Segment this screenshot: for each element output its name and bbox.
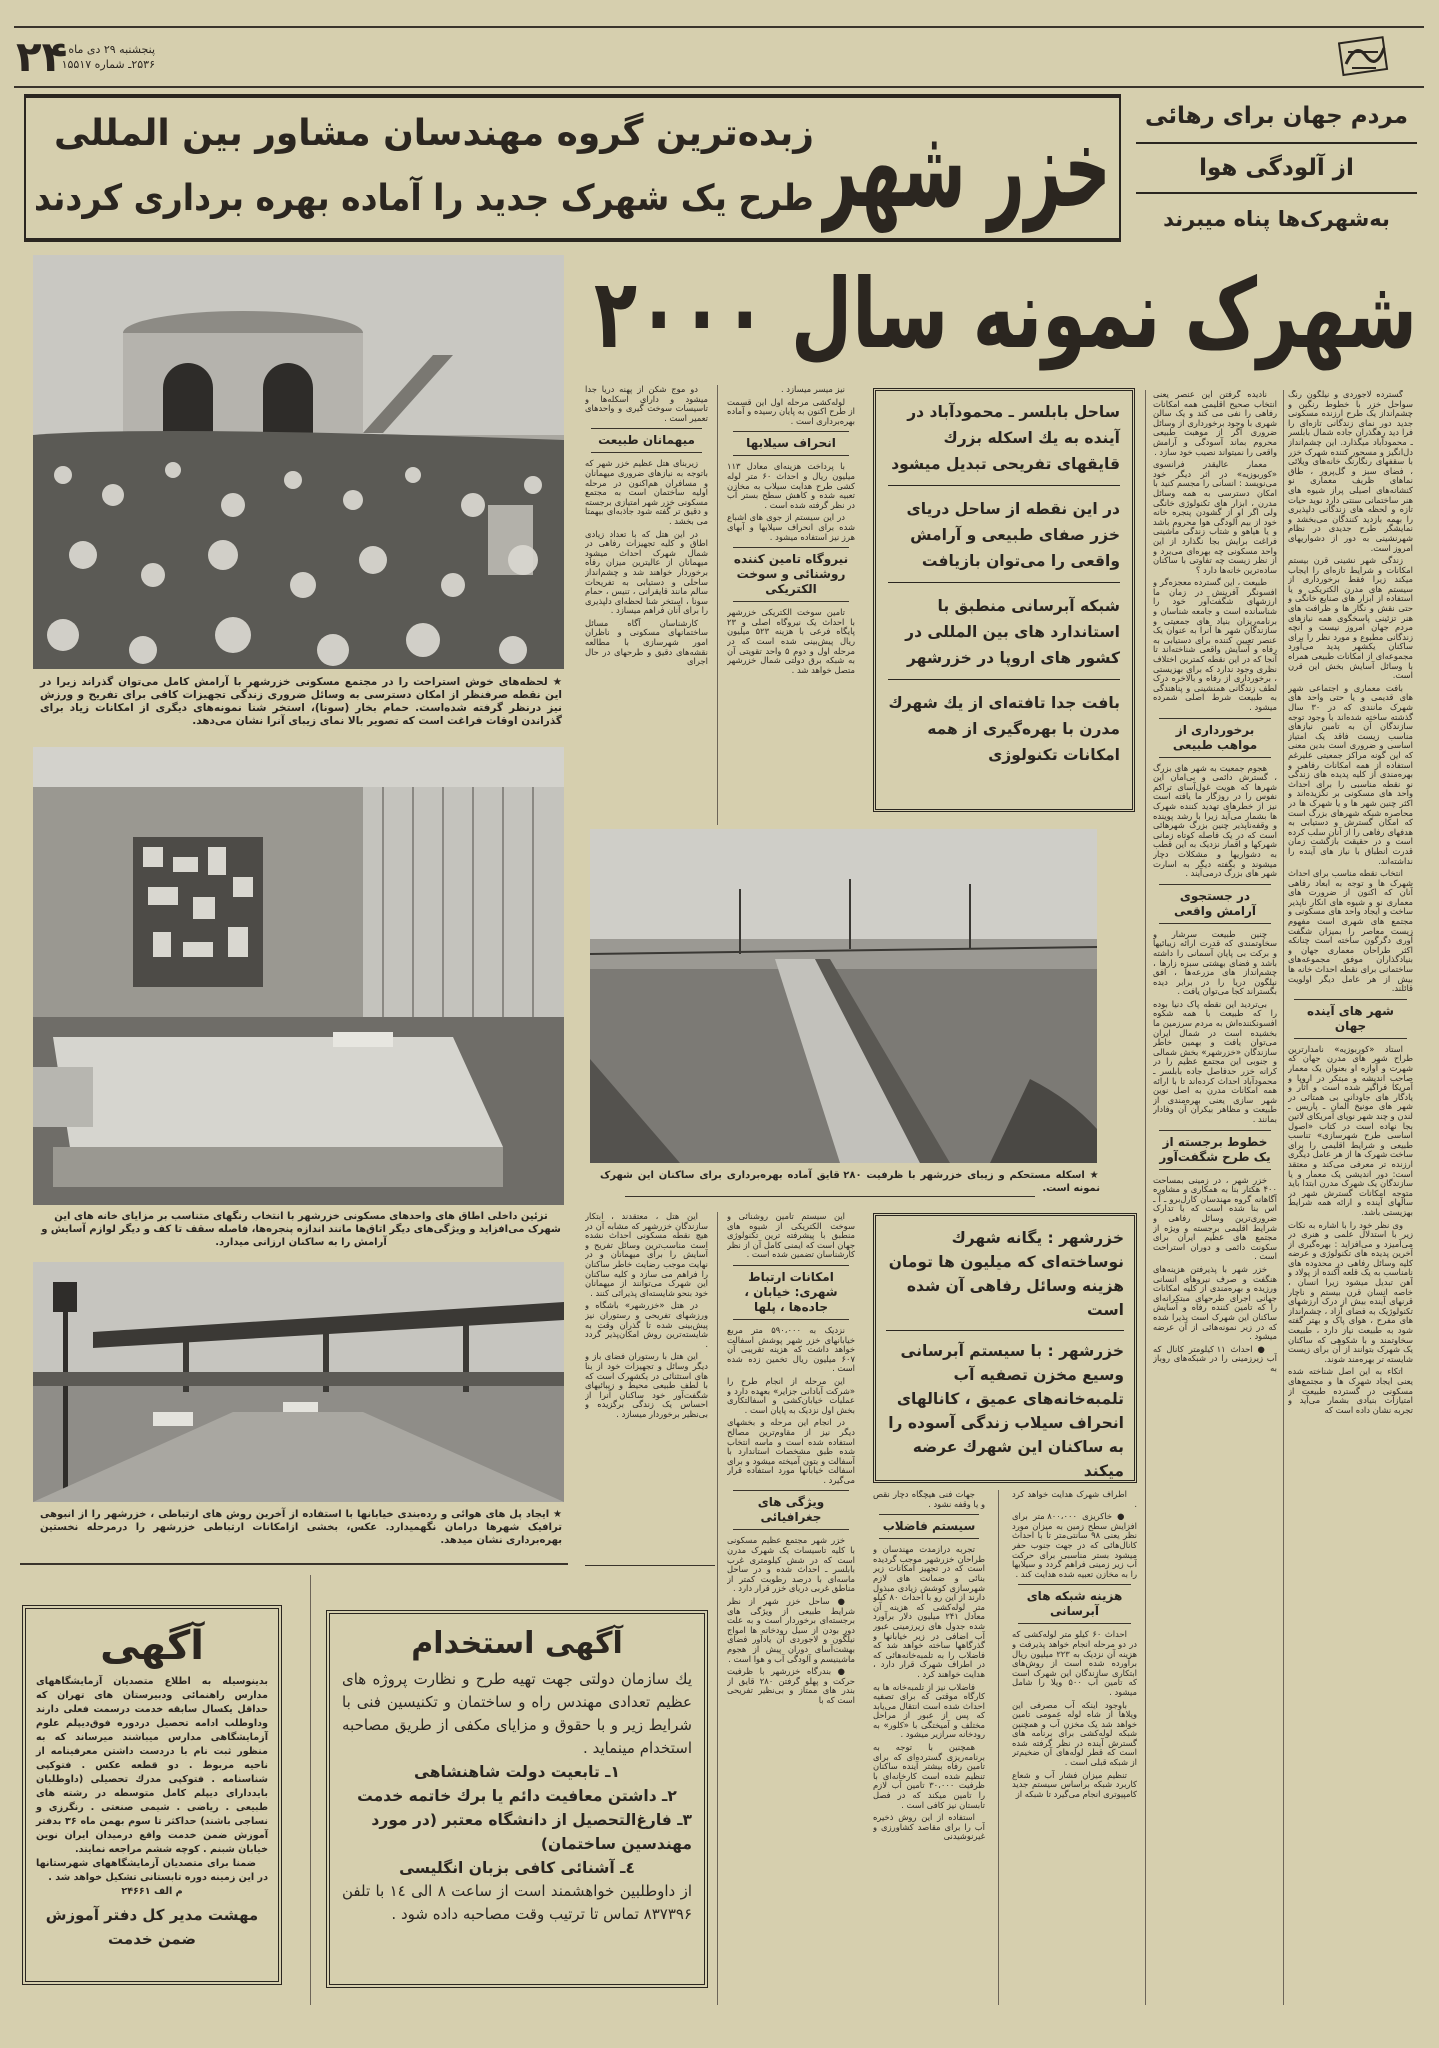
ad-employment-title: آگهی استخدام: [411, 1626, 623, 1661]
article-paragraph: چنین طبیعت سرشار و سخاوتمندی که قدرت ارائه زیبائیها و برکت بی پایان آسمانی را داشته باشد و فضای بهشتی سبزه زارها ، چشم‌انداز های مزرعه‌ها ، افق نیلگون دریا را در برابر دیده بگستراند کجا می‌توان یافت .: [1153, 928, 1277, 997]
article-paragraph: فاضلاب نیز از تلمبه‌خانه ها به کارگاه موقتی که برای تصفیه احداث شده است انتقال می‌یابد که پس از عبور از مراحل مختلف و آمیختگی با «کلور» به رودخانه سرازیر میشود .: [873, 1681, 985, 1740]
section-divider: [585, 1565, 715, 1566]
ad-notice-title: آگهی: [100, 1623, 204, 1669]
highlight-item: بافت جدا تافته‌ای از یك شهرك مدرن با بهره‌گیری از همه امکانات تکنولوژی: [888, 694, 1120, 764]
ad-notice-body2: ضمنا برای متصدیان آزمایشگاههای شهرستانها در این زمینه دوره تابستانی تشکیل خواهد شد .: [36, 1858, 268, 1883]
article-column: [873, 1490, 985, 2005]
column-divider: [717, 1212, 718, 2005]
article-paragraph: در انجام این مرحله و بخشهای دیگر نیز از مقاوم‌ترین مصالح استفاده شده است و ماسه انتخاب شده طبق مشخصات استاندارد با آسفالت و بتون آمیخته میشود و برای اسفالت خیابانها مورد استفاده قرار می‌گیرد .: [727, 1417, 855, 1485]
photo-bedroom: [33, 747, 564, 1205]
title-wrap: [594, 252, 1417, 380]
page-number: ۲۴: [16, 32, 68, 81]
ad-employment-closing: از داوطلبین خواهشمند است از ساعت ۸ الی ۱٤ با تلفن ۸۳۷۳۹۶ تماس تا ترتیب وقت مصاحبه داده شود .: [342, 1882, 692, 1923]
article-paragraph: احداث ۶۰ کیلو متر لوله‌کشی که در دو مرحله انجام خواهد پذیرفت و هزینه آن نزدیک به ۲۲۳ میلیون ریال برآورده شده است از روش‌های ابتکاری سازندگان این شهرک است که تامین آب ۵۰۰ ویلا را شامل میشود .: [1012, 1629, 1137, 1697]
article-paragraph: خزر شهر با پذیرفتن هزینه‌های هنگفت و صرف نیروهای انسانی ورزیده و بهره‌مندی از کلیه امکانات جهانی اجرای طرحهای مبتکرانه‌ای را که تامین کننده رفاه و آسایش ساکنان این شهرک است پذیرا شده که در زیر نمونه‌هائی از آن عرضه میشود .: [1153, 1263, 1277, 1342]
article-paragraph: خزر شهر مجتمع عظیم مسکونی با کلیه تاسیسات یک شهرک مدرن است که در شش کیلومتری غرب بابلسر ـ احداث شده و در ساحل ماسه‌ای با درصد رطوبت کمتر از مناطق غربی دریای خزر قرار دارد .: [727, 1535, 855, 1594]
article-paragraph: کارشناسان آگاه مسائل ساختمانهای مسکونی و ناظران امور شهرسازی با مطالعه نقشه‌های دقیق و طرحهای در حال اجرای: [585, 617, 708, 667]
article-paragraph: در هتل «خزرشهر» باشگاه و ورزشهای تفریحی و رستوران نیز پیش‌بینی شده تا گذران وقت به شایسته‌ترین روش امکان‌پذیر گردد .: [585, 1300, 708, 1349]
ad-notice: [22, 1605, 282, 1985]
article-subheading: هزینه شبکه های آبرسانی: [1018, 1584, 1131, 1624]
photo-pier: [590, 829, 1097, 1163]
article-paragraph: در این هتل که با تعداد زیادی اطاق و کلیه تجهیزات رفاهی در شمال شهرک احداث میشود میهمانان از عالیترین میزان رفاه برخوردار خواهند شد و چشم‌انداز ساحلی و دستیابی به تفریحات سالم مانند قایقرانی ، تنیس ، حمام سونا ، استخر شنا لحظه‌ای دلپذیری را برای آنان فراهم میسازد .: [585, 528, 708, 616]
article-paragraph: نادیده گرفتن این عنصر یعنی انتخاب صحیح اقلیمی همه امکانات رفاهی را نفی می کند و یک سالن شهری با وجود برخورداری از وسائل ضروری اگر از موهبت طبیعی محروم بماند آسودگی و آرامش واقعی را نمیتواند نصیب خود سازد .: [1153, 390, 1277, 457]
article-paragraph: ● احداث ۱۱ کیلومتر کانال که آب زیرزمینی را در شبکه‌های روباز به: [1153, 1343, 1277, 1373]
section-divider: [625, 1196, 1035, 1197]
article-column: [1012, 1490, 1137, 2005]
highlight-item: ساحل بابلسر ـ محمودآباد در آینده به یك اسکله بزرك قایقهای تفریحی تبدیل میشود: [888, 399, 1120, 486]
highlight-item: خزرشهر : یگانه شهرك نوساخته‌ای که میلیون ها تومان هزینه وسائل رفاهی آن شده است: [886, 1226, 1124, 1331]
ad-notice-signature: مهشت مدیر کل دفتر آموزش ضمن خدمت: [45, 1906, 259, 1948]
article-paragraph: ● ساحل خزر شهر از نظر شرایط طبیعی از ویژگی های برجسته‌ای برخوردار است و به علت دور بودن از سیل رودخانه ها امواج نیلگون و لاجوردی آن یادآور فضای بهشت‌آسای دوران پیش از هجوم ماشینیسم و آلودگی آب و هوا است .: [727, 1596, 855, 1664]
side-headline-line: مردم جهان برای رهائی: [1136, 94, 1417, 144]
article-paragraph: گسترده لاجوردی و نیلگون رنگ سواحل خزر با خطوط رنگین و چشم‌انداز یک طرح ارزنده مسکونی جدید دور نمای زندگانی تازه‌ای را فرا دید رهگذران جاده شمال بابلسر ـ محمودآباد میگذارد. این چشم‌انداز دل‌انگیز و مسحور کننده شهرک خزر با سقفهای رنگارنگ خانه‌های ویلائی ، فضای سبز و گل‌پرور ، طاق نماهای ظریف معماری نو کنشانه‌های اصیلی پراز شیوه های هنر ساختمانی سنتی دارد نوید حیات تازه و لحظه های زندگانی دلپذیری را بهمه بازدید کنندگان می‌بخشد و نمایشگر طرح جدیدی در نظام شهرنشینی به دور از دشواریهای امروز است.: [1288, 390, 1413, 553]
highlight-box-2: [873, 1213, 1137, 1483]
issue-line: ۲۵۳۶ـ شماره ۱۵۵۱۷: [61, 58, 155, 71]
highlight-item: در این نقطه از ساحل دریای خزر صفای طبیعی و آرامش واقعی را می‌توان بازیافت: [888, 496, 1120, 583]
headline-kicker: خزر شهر: [821, 104, 1111, 232]
article-paragraph: وی نظر خود را با اشاره به نکات زیر با استدلال علمی و هنری در می‌آمیزد و می‌افزاید : بهره‌گیری از آخرین پدیده های تکنولوژی و عرضه کلیه وسائل رفاهی در محدوده های نامناسب به یک قلعه آکنده از پولاد و آهن تبدیل میشود زیرا انسان ، خاصه انسان قرن بیستم و ناچار قرنهای آینده بیش از درک ارزشهای تکنولوژیک به فضای آزاد ، چشم‌انداز های مفرح ، هوای پاک و بهتر گفته شود به طبیعت نیاز دارد ، طبیعت سخاوتمند و با شکوهی که ساکنان یک شهرک بتوانند از آن برای زیست شایسته تر بهره‌مند شوند.: [1288, 1219, 1413, 1364]
article-subheading: میهمانان طبیعت: [591, 428, 702, 453]
column-divider: [998, 1490, 999, 2005]
article-subheading: ویژگی های جغرافیائی: [733, 1490, 849, 1530]
issue-info: [60, 42, 155, 72]
article-paragraph: انتخاب نقطه مناسب برای احداث شهرک ها و توجه به ابعاد رفاهی آنان که اکنون از ضرورت های معماری نو و شیوه های انکار ناپذیر ساخت و ایجاد واحد های مسکونی و مجتمع های شهری است مفهوم زیست معاصر را بمیزان شگفت آوری دگرگون ساخته است چنانکه اکثر طراحان معماری جهان و بنیادگذاران موفق مجموعه‌های ساختمانی برای نقطه احداث خانه ها بیش از هر عامل دیگر اولویت قائلند.: [1288, 868, 1413, 994]
article-paragraph: این هتل با رستوران فضای باز و دیگر وسائل و تجهیزات خود از بنا های استثنائی در یکشهرک است که با لطف طبیعی محیط و زیبائیهای شگفت‌آور خود ساکنان آنرا از احساس یک زندگی برگزیده و بی‌نظیر برخوردار میسازد .: [585, 1351, 708, 1419]
highlight-item: خزرشهر : با سیستم آبرسانی وسیع مخزن تصفیه آب تلمبه‌خانه‌های عمیق ، کانالهای انحراف سیلاب زندگی آسوده را به ساکنان این شهرك عرضه میکند: [888, 1342, 1124, 1480]
masthead-bottom-rule: [14, 86, 1424, 88]
article-paragraph: این مرحله از انجام طرح را «شرکت آبادانی جزایر» بعهده دارد و عملیات خیابان‌کشی و اسفالتکاری بخش اول نزدیک به پایان است .: [727, 1375, 855, 1415]
masthead-top-rule: [14, 26, 1424, 28]
highlight-box-1: [873, 388, 1135, 812]
photo-resort-pavilion: [33, 255, 564, 669]
article-paragraph: اطراف شهرک هدایت خواهد کرد .: [1012, 1490, 1137, 1509]
article-subheading: شهر های آینده جهان: [1294, 999, 1407, 1039]
article-paragraph: استاد «کوربوزیه» نامدارترین طراح شهر های مدرن جهان که شهرت و آوازه او بعنوان یک معمار صاحب اندیشه و مبتکر در اروپا و آمریکا فراگیر شده است و آثار و یادگار های جاودانی بی همتائی در شهر های مونیخ آلمان ـ پاریس ـ لندن و چند شهر نوپای آمریکای لاتین بجا نهاده است در کتاب «اصول اساسی طرح شهرسازی» تناسب طبیعی و شرایط اقلیمی را برای ساخت شهرک ها از هر عامل دیگری ارزنده تر معرفی می‌کند و معتقد است: دور اندیشی یک معمار و یا سازندگان یک شهرک مدرن ابتدا باید متوجه امکانات گسترش شهر در سالهای آینده و ارائه همه شرایط بهزیستی باشد.: [1288, 1043, 1413, 1217]
headline-kicker-wrap: [821, 100, 1111, 240]
headline-line1-wrap: [54, 106, 814, 166]
caption-photo-pier: ★ اسکله مستحکم و زیبای خزرشهر با ظرفیت ۲۸۰ قایق آماده بهره‌برداری برای ساکنان این شهرک نمونه است.: [600, 1170, 1100, 1194]
article-column: [585, 1212, 708, 1557]
section-divider: [20, 1563, 568, 1565]
article-paragraph: طبیعت ، این گسترده معجزه‌گر و افسونگر آفرینش در زمان ما ارزشهای شگفت‌آور خود را شناسانده است و جامعه شناسان و برنامه‌ریزان بنیاد های جمعیتی و سازندگان شهر ها آنرا به عنوان یک عنصر تعیین کننده برای دستیابی به رفاه و آسایش واقعی شناخته‌اند تا آنجا که در این نقطه کمترین اختلاف نظری وجود ندارد که برای بهزیستی ، برخورداری از رفاه و بالاخره درک لطف زندگانی همنشینی و پناهندگی به طبیعت شرط اصلی شمرده میشود .: [1153, 577, 1277, 712]
article-paragraph: با پرداخت هزینه‌ای معادل ۱۱۳ میلیون ریال و احداث ۶۰ متر لوله کشی طرح هدایت سیلاب به مخازن تعبیه شده و کاهش سطح بستر آب در نظر گرفته شده است .: [727, 461, 855, 510]
article-paragraph: استفاده از این روش ذخیره آب را برای مقاصد کشاورزی و غیرنوشیدنی: [873, 1812, 985, 1842]
article-paragraph: زیربنای هتل عظیم خزر شهر که باتوجه به نیازهای ضروری میهمانان و مسافران هم‌اکنون در مرحله اولیه ساختمان است به مجتمع مسکونی خزر شهر امتیازی برجسته و دقیق تر گفته شود جاذبه‌ای بیهمتا می بخشد .: [585, 458, 708, 526]
article-paragraph: بافت معماری و اجتماعی شهر های قدیمی و یا حتی واحد های شهرک مانندی که در ۳۰ سال گذشته ساخته شده‌اند با وجود توجه سازندگان آن به تامین نیازهای مناسب زیست فاقد یک امتیاز اساسی و ضروری است بدین معنی که این گونه مراکز جمعیتی علیرغم استفاده از همه امکانات رفاهی و بهره‌مندی از کلیه پدیده های زندگی نو نقطه مناسبی را برای احداث واحد های مسکونی بر نگزیده‌اند و اکثر چنین شهر ها و یا شهرک ها در محاصره شبکه شهرهای بزرگ است که امکان گسترش و دستیابی به هدفهای رفاهی را از آنان سلب کرده است و در حقیقت بازگشت زمان قدرت انطباق با نیاز های آینده را نداشته‌اند.: [1288, 682, 1413, 866]
article-column: [727, 385, 855, 825]
article-paragraph: تامین سوخت الکتریکی خزرشهر با احداث یک نیروگاه اصلی و ۲۳ پایگاه فرعی با هزینه ۵۲۳ میلیون ریال پیش‌بینی شده است که در مرحله اول و دوم ۵ واحد تقویتی آن به شبکه برق دولتی شمال خزرشهر متصل خواهد شد .: [727, 607, 855, 675]
article-paragraph: در این سیستم از جوی های اشباع شده برای انحراف سیلابها و آبهای هرز نیز استفاده میشود .: [727, 512, 855, 542]
side-headline-line: به‌شهرک‌ها پناه میبرند: [1163, 207, 1390, 231]
article-column: [1153, 390, 1277, 2005]
article-paragraph: هجوم جمعیت به شهر های بزرگ ، گسترش دائمی و بی‌امان این شهرها که هویت غول‌آسای تراکم نفوس را در روزگار ما یافته است نیز از خطرهای تهدید کننده شهرک ها بشمار می‌آید زیرا با رشد پوینده و وقفه‌ناپذیر چنین بزرگ شهرهائی است که در یک فاصله کوتاه زمانی شهرکها و اقمار نزدیک به این قطب به دشواریها و مشکلات دچار میشوند و بگفته دیگر به اسارت شهر های بزرگ درمی‌آیند .: [1153, 762, 1277, 879]
article-subheading: برخورداری از مواهب طبیعی: [1159, 718, 1271, 758]
article-paragraph: تنظیم میزان فشار آب و شعاع کاربرد شبکه براساس سیستم جدید کامپیوتری انجام می‌گیرد تا شبکه از: [1012, 1769, 1137, 1799]
ad-employment-item: ٤ـ آشنائی کافی بزبان انگلیسی: [399, 1859, 635, 1877]
column-divider: [1283, 390, 1284, 2005]
article-paragraph: دو موج شکن از پهنه دریا جدا میشود و دارای اسکله‌ها و تاسیسات سوخت گیری و واحدهای تعمیر است .: [585, 385, 708, 423]
article-paragraph: این هتل ، معتقدند ، ابتکار سازندگان خزرشهر که مشابه آن در هیچ نقطه مسکونی احداث نشده است مناسب‌ترین وسائل تفریح و آسایش را برای میهمانان و در نهایت موجب رضایت خاطر ساکنان را فراهم می سازد و کلیه ساکنان این شهرک می‌توانند از میهمانان خود بنحو شایسته‌ای پذیرائی کنند .: [585, 1212, 708, 1298]
ad-notice-ref: م الف ۲۴۶۶۱: [121, 1886, 183, 1897]
article-column: [727, 1212, 855, 2005]
highlight-item: شبکه آبرسانی منطبق با استاندارد های بین المللی در کشور های اروپا در خزرشهر: [888, 593, 1120, 680]
article-paragraph: نزدیک به ۵۹۰،۰۰۰ متر مربع خیابانهای خزر شهر پوشش اسفالت خواهد داشت که هزینه تقریبی آن ۶۰۷ میلیون ریال تخمین زده شده است .: [727, 1324, 855, 1374]
photo-overpass: [33, 1262, 564, 1502]
article-paragraph: همچنین با توجه به برنامه‌ریزی گسترده‌ای که برای تامین رفاه بیشتر آینده ساکنان تنظیم شده است کارخانه‌ای با ظرفیت ۳۰،۰۰۰ تامین آب لازم را تامین میکند که در فصل تابستان نیز کافی است .: [873, 1742, 985, 1810]
article-paragraph: باوجود اینکه آب مصرفی این ویلاها از شاه لوله عمومی تامین خواهد شد یک مخزن آب و همچنین شبکه لوله‌کشی برای برنامه های گسترش آینده در نظر گرفته شده است که قطر لوله‌های آن ضخیم‌تر از شبکه قبلی است .: [1012, 1699, 1137, 1768]
article-paragraph: لوله‌کشی مرحله اول این قسمت از طرح اکنون به پایان رسیده و آماده بهره‌برداری است .: [727, 396, 855, 426]
article-paragraph: خزر شهر ، در زمینی بمساحت ۴۰۰ هکتار بنا به همکاری و مشاوره آگاهانه گروه مهندسان کارل‌برو ـ آ ـ اس بنا شده است که با تدارک ضروری‌ترین وسائل رفاهی و شرایط اقلیمی برجسته و ویژه از مجتمع های عظیم ایران برای سکونت دائمی و دوران استراحت است .: [1153, 1174, 1277, 1262]
article-paragraph: نیز میسر میسازد .: [780, 385, 845, 394]
headline-line2-wrap: [34, 170, 814, 232]
article-subheading: خطوط برجسته از یک طرح شگفت‌آور: [1159, 1130, 1271, 1170]
article-column: [1288, 390, 1413, 2005]
article-paragraph: این سیستم تامین روشنائی و سوخت الکتریکی از شیوه های منطبق با پیشرفته ترین تکنولوژی جهان است که ایمنی کامل آن از نظر کارشناسان تضمین شده است .: [727, 1212, 855, 1260]
side-headline: [1136, 94, 1417, 242]
article-paragraph: زندگی شهر نشینی قرن بیستم امکانات و شرایط تازه‌ای را ایجاب میکند زیرا فقط برخورداری از سیستم های مدرن الکتریکی و یا استفاده از ابزار های صنایع خانگی و حتی نقش و نگار ها و ظرافت های هنر تزئینی پاسخگوی همه نیازهای مردم جهان امروز نیست و آنچه زندگانی مطبوع و مورد نظر را برای ساکنان یکشهر پدید می‌آورد مجموعه‌ای از امکانات طبیعی همراه با وسائل آسایش بخش این قرن است.: [1288, 555, 1413, 681]
article-subheading: انحراف سیلابها: [733, 431, 849, 456]
article-column: [585, 385, 708, 825]
headline-line2: طرح یک شهرک جدید را آماده بهره برداری کردند: [34, 178, 814, 219]
caption-photo-resort: ★ لحظه‌های خوش استراحت را در مجتمع مسکونی خزرشهر با آرامش کامل می‌توان گذراند زیرا در این نقطه صرفنظر از امکان دسترسی به وسائل ضروری زندگی تجهیزات کافی برای تفریح و ورزش نیز درنظر گرفته شده‌است. حمام بخار (سونا)، استخر شنا نمونه‌های دیگری از امکانات زیاد برای گذراندن اوقات فراغت است که تصویر بالا نمای زیبای آنرا نشان می‌دهد.: [40, 676, 562, 727]
column-divider: [717, 385, 718, 825]
column-divider: [1145, 390, 1146, 2005]
article-paragraph: تجربه درازمدت مهندسان و طراحان خزرشهر موجب گردیده است که در تجهیز امکانات زیر بنائی و ضمانت های لازم شهرسازی کوشش زیادی مبذول دارند از این رو با احداث ۸۰ کیلو متر لوله‌کشی که هزینه آن معادل ۲۴۱ میلیون دلار برآورد شده جدول های زیرزمینی عبور آب اضافی در زیر خیابانها و گذرگاهها ساخته خواهد شد که فاضلاب را به تلمبه‌خانه‌هائی که در اطراف شهرک قرار دارد ، هدایت خواهند کرد .: [873, 1544, 985, 1679]
side-headline-line: از آلودگی هوا: [1136, 144, 1417, 194]
main-headline-box: [24, 94, 1121, 242]
page-title: شهرک نمونه سال ۲۰۰۰: [594, 258, 1417, 370]
column-divider: [310, 1575, 311, 2005]
ad-employment-item: ۱ـ تابعیت دولت شاهنشاهی: [414, 1763, 620, 1781]
ad-notice-body: بدینوسیله به اطلاع متصدیان آزمایشگاههای مدارس راهنمائی ودبیرستان های تهران که حداقل یکسال سابقه خدمت درسمت فعلی دارند وداوطلب ادامه تحصیل دردوره فوق‌دیپلم علوم آزمایشگاهی مدارس میباشند میرساند که به منظور ثبت نام با دردست داشتن معرفینامه از ناحیه مربوط . دو قطعه عکس . فتوکپی شناسنامه . فتوکپی مدرك تحصیلی (داوطلبان بایددارای دیپلم کامل متوسطه در رشته های طبیعی . ریاضی . شیمی صنعتی . رنگرزی و نساجی باشند) حداکثر تا سوم بهمن ماه ۳۶ بدفتر آموزش ضمن خدمت واقع درمیدان ایران نوین خیابان شبنم . کوچه ششم مراجعه نمایند.: [36, 1676, 268, 1855]
caption-photo-overpass: ★ ایجاد پل های هوائی و ردەبندی خیابانها با استفاده از آخرین روش های ارتباطی ، خزرشهر را از انبوهی ترافیک شهرها درامان نگهمیدارد. عکس، بخشی ازامکانات ارتباطی خزرشهر را درمرحله نخستین بهره‌برداری نشان میدهد.: [40, 1509, 562, 1546]
article-subheading: نیروگاه تامین کننده روشنائی و سوخت الکتریکی: [733, 547, 849, 602]
ad-employment-intro: یك سازمان دولتی جهت تهیه طرح و نظارت پروژه های عظیم تعدادی مهندس راه و ساختمان و تکنیسین فنی با شرایط زیر و با حقوق و مزایای مکفی از طریق مصاحبه استخدام مینماید .: [342, 1670, 692, 1757]
article-subheading: در جستجوی آرامش واقعی: [1159, 884, 1271, 924]
ad-employment-item: ۳ـ فارغ‌التحصیل از دانشگاه معتبر (در مورد مهندسین ساختمان): [371, 1811, 692, 1853]
article-paragraph: ● خاکریزی ۸۰۰،۰۰۰ متر برای افزایش سطح زمین به میزان مورد نظر یعنی ۹۸ سانتی‌متر تا با احداث کانال‌هائی که در جهت جنوب حفر میشود بستر مناسبی برای حرکت آب زیر زمینی فراهم گردد و سیلابها را به مخازن تعبیه شده هدایت کند .: [1012, 1511, 1137, 1579]
date-line: پنجشنبه ۲۹ دی ماه: [68, 43, 155, 56]
article-paragraph: معمار عالیقدر فرانسوی «کوربوزیه» در اثر دیگر خود می‌نویسد : انسانی را مجسم کنید با امکان دسترسی به همه وسائل مدرن ، ابزار های تکنولوژی خانگی ولی اگر او از گشودن پنجره خانه خود از بیم آلودگی هوا محروم باشد و یا هیاهو و شتاب زندگی ماشینی فراغت برایش بجا نگذارد از این واحد مسکونی چه بهره‌ای می‌برد و از نظر زیست چه تفاوتی با ساکنان ساده‌ترین خانه‌ها دارد ؟: [1153, 459, 1277, 575]
article-subheading: سیستم فاضلاب: [879, 1514, 979, 1539]
ad-employment-item: ۲ـ داشتن معافیت دائم یا برك خاتمه خدمت: [357, 1787, 677, 1805]
article-subheading: امکانات ارتباط شهری: خیابان ، جاده‌ها ، پلها: [733, 1265, 849, 1320]
newspaper-logo: [1338, 34, 1390, 80]
article-paragraph: جهات فنی هیچگاه دچار نقص و یا وقفه نشود .: [873, 1490, 985, 1509]
article-paragraph: بی‌تردید این نقطه پاک دنیا بوده را که طبیعت با همه شکوه افسونکننده‌اش به مردم سرزمین ما بخشیده است در شمال ایران می‌توان یافت و بهمین خاطر سازندگان «خزرشهر» بخش شمالی و جنوبی این مجتمع عظیم را در کرانه خزر حدفاصل جاده بابلسر ـ محمودآباد احداث کرده‌اند تا با ارائه همه امکانات مدرن به اصل نوین شهر سازی یعنی بهره‌مندی از طبیعت و مظاهر بیکران آن وفادار بمانند .: [1153, 998, 1277, 1124]
article-paragraph: ● بندرگاه خزرشهر با ظرفیت حرکت و پهلو گرفتن ۲۸۰ قایق از بندر های ممتاز و بی‌نظیر تفریحی است که با: [727, 1666, 855, 1705]
ad-employment: [326, 1610, 708, 1988]
headline-line1: زبده‌ترین گروه مهندسان مشاور بین المللی: [54, 113, 814, 154]
article-paragraph: اتکاء به این اصل شناخته شده یعنی ایجاد شهرک ها و مجتمع‌های مسکونی در گسترده طبیعت از امتیازات بنیادی بشمار می‌آید و تجربه نشان داده است که: [1288, 1366, 1413, 1415]
caption-photo-bedroom: تزئین داخلی اطاق های واحدهای مسکونی خزرشهر با انتخاب رنگهای متناسب بر مزایای خانه های این شهرک می‌افزاید و ویژگی‌های دیگر اتاق‌ها مانند اندازه پنجره‌ها، فاصله سقف تا کف و دیگر لوازم آسایش و آرامش را به ساکنان ارزانی میدارد.: [41, 1211, 561, 1248]
